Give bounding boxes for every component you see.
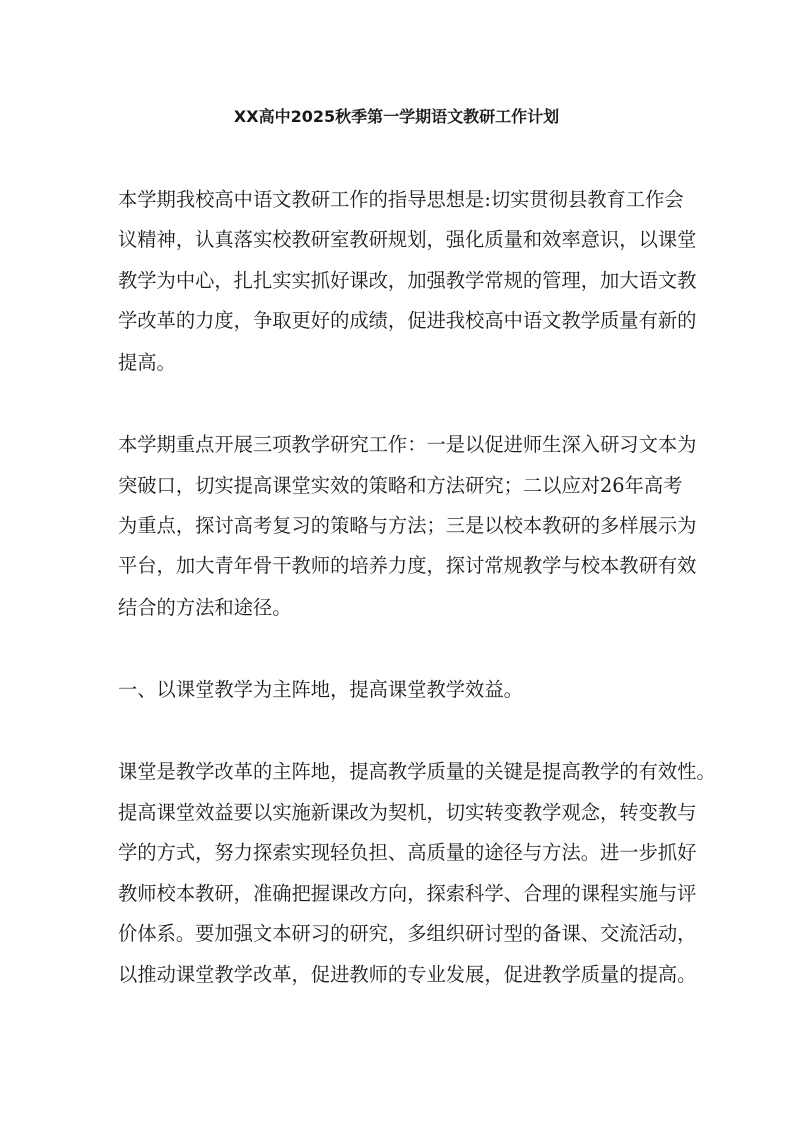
text-line: 学的方式，努力探索实现轻负担、高质量的途径与方法。进一步抓好 bbox=[118, 841, 697, 864]
text-line: 教师校本教研，准确把握课改方向，探索科学、合理的课程实施与评 bbox=[118, 882, 697, 905]
text-line: 平台，加大青年骨干教师的培养力度，探讨常规教学与校本教研有效 bbox=[118, 554, 697, 577]
text-line: 学改革的力度，争取更好的成绩，促进我校高中语文教学质量有新的 bbox=[118, 309, 697, 332]
heading-line: 一、以课堂教学为主阵地，提高课堂教学效益。 bbox=[118, 678, 523, 701]
text-line: 结合的方法和途径。 bbox=[118, 596, 292, 619]
text-line: 本学期重点开展三项教学研究工作：一是以促进师生深入研习文本为 bbox=[118, 433, 697, 456]
text-line: 课堂是教学改革的主阵地，提高教学质量的关键是提高教学的有效性。 bbox=[118, 760, 716, 783]
text-line: 提高。 bbox=[118, 351, 176, 374]
text-line: 教学为中心，扎扎实实抓好课改，加强教学常规的管理，加大语文教 bbox=[118, 269, 697, 292]
text-line: 以推动课堂教学改革，促进教师的专业发展，促进教学质量的提高。 bbox=[118, 963, 697, 986]
text-line: 为重点，探讨高考复习的策略与方法；三是以校本教研的多样展示为 bbox=[118, 514, 697, 537]
text-line: 提高课堂效益要以实施新课改为契机，切实转变教学观念，转变教与 bbox=[118, 801, 697, 824]
text-line: 价体系。要加强文本研习的研究，多组织研讨型的备课、交流活动， bbox=[118, 922, 697, 945]
text-line: 本学期我校高中语文教研工作的指导思想是:切实贯彻县教育工作会 bbox=[118, 188, 684, 211]
text-line: 议精神，认真落实校教研室教研规划，强化质量和效率意识，以课堂 bbox=[118, 228, 697, 251]
document-title: XX高中2025秋季第一学期语文教研工作计划 bbox=[233, 107, 560, 126]
text-line: 突破口，切实提高课堂实效的策略和方法研究；二以应对26年高考 bbox=[118, 474, 683, 497]
